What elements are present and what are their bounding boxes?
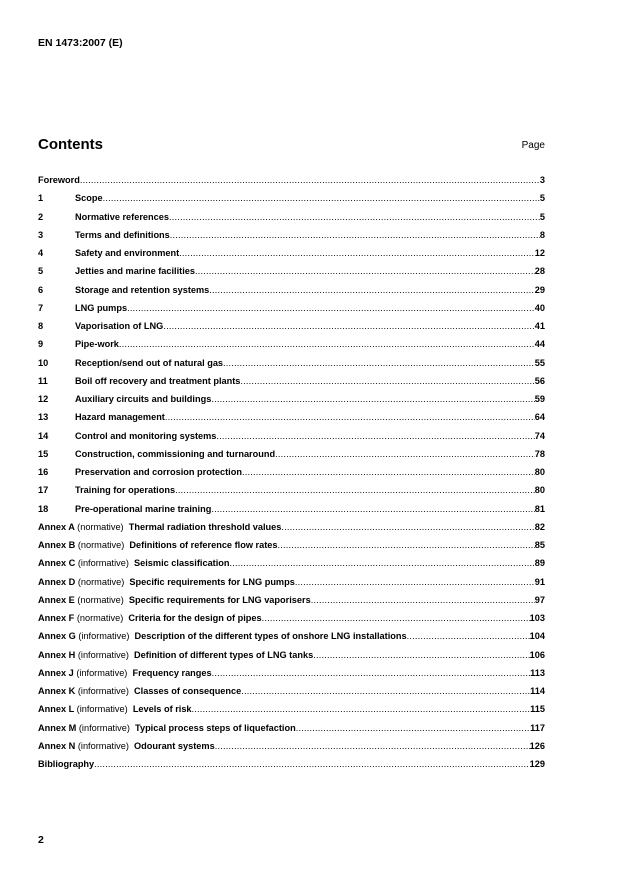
leader-dots — [407, 631, 530, 641]
leader-dots — [165, 412, 535, 422]
toc-entry-page: 85 — [534, 540, 545, 550]
leader-dots — [209, 285, 534, 295]
toc-entry-page: 115 — [530, 704, 545, 715]
toc-entry-title: Hazard management — [75, 412, 165, 423]
clause-number: 4 — [38, 248, 44, 258]
toc-entry-page: 81 — [534, 503, 545, 514]
toc-entry-title: Frequency ranges — [132, 667, 212, 678]
toc-entry-clause[interactable] — [38, 412, 545, 430]
toc-entry-clause[interactable] — [38, 449, 545, 467]
annex-type: (informative) — [77, 740, 129, 751]
page-number: 2 — [38, 834, 44, 846]
toc-entry-page: 5 — [539, 193, 545, 204]
clause-number: 9 — [38, 339, 44, 350]
toc-entry-annex[interactable] — [38, 631, 545, 649]
toc-entry-page: 117 — [530, 722, 545, 733]
toc-entry-bibliography[interactable] — [38, 759, 545, 777]
clause-number: 13 — [38, 412, 49, 423]
leader-dots — [311, 595, 535, 605]
clause-number: 17 — [38, 485, 49, 496]
toc-entry-page: 103 — [529, 613, 545, 623]
clause-number: 10 — [38, 357, 49, 368]
clause-number: 7 — [38, 302, 44, 313]
toc-entry-page: 97 — [534, 594, 545, 605]
toc-entry-page: 64 — [534, 412, 545, 423]
toc-entry-annex[interactable] — [38, 668, 545, 686]
leader-dots — [175, 485, 535, 495]
leader-dots — [94, 759, 530, 769]
toc-entry-title: Pipe-work — [75, 339, 119, 350]
clause-number: 2 — [38, 211, 44, 222]
toc-entry-title: Definition of different types of LNG tanks — [134, 649, 314, 660]
toc-entry-annex[interactable] — [38, 613, 545, 631]
leader-dots — [127, 303, 535, 313]
leader-dots — [275, 449, 535, 459]
toc-entry-page: 5 — [539, 211, 545, 222]
annex-type: (normative) — [76, 613, 124, 623]
toc-entry-title: Bibliography — [38, 759, 95, 769]
toc-entry-title: Preservation and corrosion protection — [75, 467, 242, 477]
clause-number: 14 — [38, 430, 49, 441]
annex-label: Annex L — [38, 704, 75, 715]
annex-type: (informative) — [78, 722, 130, 733]
toc-entry-page: 40 — [534, 302, 545, 313]
toc-entry-title: Construction, commissioning and turnaround — [75, 448, 276, 459]
annex-type: (normative) — [77, 594, 124, 605]
toc-entry-annex[interactable] — [38, 540, 545, 558]
toc-entry-title: Typical process steps of liquefaction — [135, 722, 296, 733]
toc-entry-title: Levels of risk — [132, 704, 192, 715]
annex-type: (informative) — [78, 631, 130, 642]
toc-entry-title: Safety and environment — [75, 248, 180, 258]
toc-entry-page: 29 — [534, 284, 545, 295]
toc-entry-title: LNG pumps — [75, 302, 128, 313]
clause-number: 16 — [38, 467, 49, 477]
leader-dots — [212, 668, 531, 678]
toc-entry-title: Scope — [75, 193, 103, 204]
toc-entry-clause[interactable] — [38, 303, 545, 321]
toc-entry-page: 129 — [529, 759, 545, 769]
toc-entry-clause[interactable] — [38, 321, 545, 339]
toc-entry-title: Specific requirements for LNG pumps — [129, 576, 295, 587]
toc-entry-page: 55 — [534, 357, 545, 368]
leader-dots — [119, 339, 535, 349]
toc-entry-clause[interactable] — [38, 431, 545, 449]
toc-entry-title: Foreword — [38, 175, 80, 185]
clause-number: 5 — [38, 266, 44, 277]
toc-entry-annex[interactable] — [38, 522, 545, 540]
annex-label: Annex E — [38, 594, 75, 605]
toc-entry-page: 74 — [534, 430, 545, 441]
clause-number: 6 — [38, 284, 44, 295]
annex-type: (informative) — [76, 704, 128, 715]
toc-entry-page: 104 — [529, 631, 545, 642]
toc-entry-annex[interactable] — [38, 595, 545, 613]
leader-dots — [80, 175, 540, 185]
toc-entry-annex[interactable] — [38, 577, 545, 595]
clause-number: 3 — [38, 229, 44, 240]
toc-entry-clause[interactable] — [38, 248, 545, 266]
toc-entry-title: Reception/send out of natural gas — [75, 357, 224, 368]
toc-entry-page: 12 — [534, 248, 545, 258]
toc-entry-title: Boil off recovery and treatment plants — [75, 375, 241, 386]
toc-entry-page: 89 — [534, 558, 545, 569]
leader-dots — [169, 212, 540, 222]
leader-dots — [223, 358, 535, 368]
clause-number: 18 — [38, 503, 49, 514]
leader-dots — [216, 431, 534, 441]
leader-dots — [103, 193, 540, 203]
toc-entry-page: 80 — [534, 467, 545, 477]
toc-entry-title: Vaporisation of LNG — [75, 321, 164, 331]
leader-dots — [211, 394, 534, 404]
annex-type: (normative) — [77, 540, 125, 550]
leader-dots — [295, 577, 535, 587]
leader-dots — [163, 321, 534, 331]
leader-dots — [277, 540, 534, 550]
toc-entry-title: Storage and retention systems — [75, 284, 210, 295]
toc-entry-page: 41 — [534, 321, 545, 331]
annex-label: Annex K — [38, 686, 76, 696]
page-column-label: Page — [521, 140, 545, 151]
toc-entry-annex[interactable] — [38, 558, 545, 576]
leader-dots — [281, 522, 534, 532]
toc-entry-clause[interactable] — [38, 212, 545, 230]
toc-entry-page: 59 — [534, 394, 545, 404]
annex-label: Annex A — [38, 521, 75, 532]
toc-entry-clause[interactable] — [38, 339, 545, 357]
annex-type: (normative) — [77, 576, 125, 587]
toc-entry-clause[interactable] — [38, 504, 545, 522]
toc-entry-title: Pre-operational marine training — [75, 503, 212, 514]
leader-dots — [230, 558, 535, 568]
annex-label: Annex B — [38, 540, 76, 550]
clause-number: 8 — [38, 321, 44, 331]
toc-entry-clause[interactable] — [38, 376, 545, 394]
annex-label: Annex C — [38, 558, 76, 569]
annex-label: Annex M — [38, 722, 77, 733]
leader-dots — [192, 704, 531, 714]
annex-label: Annex H — [38, 649, 76, 660]
annex-label: Annex F — [38, 613, 75, 623]
toc-entry-clause[interactable] — [38, 394, 545, 412]
annex-type: (informative) — [76, 667, 128, 678]
toc-entry-title: Definitions of reference flow rates — [129, 540, 278, 550]
contents-title: Contents — [38, 136, 103, 153]
toc-entry-annex[interactable] — [38, 723, 545, 741]
toc-entry-title: Thermal radiation threshold values — [128, 521, 282, 532]
toc-entry-page: 3 — [539, 175, 545, 185]
clause-number: 1 — [38, 193, 44, 204]
toc-entry-clause[interactable] — [38, 467, 545, 485]
toc-entry-title: Classes of consequence — [134, 686, 242, 696]
toc-entry-page: 113 — [530, 667, 545, 678]
toc-entry-title: Odourant systems — [134, 740, 215, 751]
toc-entry-title: Description of the different types of onshore LNG installations — [134, 631, 407, 642]
toc-entry-foreword[interactable] — [38, 175, 545, 193]
toc-entry-annex[interactable] — [38, 741, 545, 759]
toc-entry-clause[interactable] — [38, 230, 545, 248]
leader-dots — [170, 230, 540, 240]
toc-entry-title: Seismic classification — [134, 558, 230, 569]
annex-label: Annex N — [38, 740, 76, 751]
leader-dots — [241, 686, 530, 696]
clause-number: 15 — [38, 448, 49, 459]
toc-entry-annex[interactable] — [38, 650, 545, 668]
clause-number: 12 — [38, 394, 49, 404]
leader-dots — [262, 613, 530, 623]
leader-dots — [313, 650, 529, 660]
toc-entry-page: 44 — [534, 339, 545, 350]
toc-entry-title: Specific requirements for LNG vaporisers — [128, 594, 311, 605]
annex-label: Annex G — [38, 631, 76, 642]
annex-type: (informative) — [77, 686, 129, 696]
leader-dots — [296, 723, 530, 733]
table-of-contents — [38, 175, 545, 777]
document-id: EN 1473:2007 (E) — [38, 37, 123, 49]
annex-label: Annex J — [38, 667, 74, 678]
toc-entry-page: 56 — [534, 375, 545, 386]
toc-entry-page: 82 — [534, 521, 545, 532]
annex-label: Annex D — [38, 576, 76, 587]
leader-dots — [179, 248, 535, 258]
toc-entry-title: Training for operations — [75, 485, 176, 496]
toc-entry-annex[interactable] — [38, 704, 545, 722]
toc-entry-clause[interactable] — [38, 485, 545, 503]
toc-entry-page: 106 — [529, 649, 545, 660]
annex-type: (informative) — [77, 649, 129, 660]
toc-entry-clause[interactable] — [38, 285, 545, 303]
clause-number: 11 — [38, 375, 48, 386]
annex-type: (informative) — [77, 558, 129, 569]
toc-entry-page: 28 — [534, 266, 545, 277]
toc-entry-page: 78 — [534, 448, 545, 459]
leader-dots — [215, 741, 530, 751]
toc-entry-annex[interactable] — [38, 686, 545, 704]
annex-type: (normative) — [77, 521, 124, 532]
leader-dots — [240, 376, 534, 386]
toc-entry-title: Terms and definitions — [75, 229, 170, 240]
toc-entry-page: 8 — [539, 229, 545, 240]
toc-entry-title: Criteria for the design of pipes — [128, 613, 262, 623]
toc-entry-title: Jetties and marine facilities — [75, 266, 195, 277]
toc-entry-page: 91 — [534, 576, 545, 587]
toc-entry-page: 80 — [534, 485, 545, 496]
toc-entry-title: Control and monitoring systems — [75, 430, 217, 441]
toc-entry-clause[interactable] — [38, 358, 545, 376]
toc-entry-title: Auxiliary circuits and buildings — [75, 394, 212, 404]
leader-dots — [211, 504, 534, 514]
toc-entry-clause[interactable] — [38, 193, 545, 211]
leader-dots — [195, 266, 535, 276]
toc-entry-page: 114 — [530, 686, 545, 696]
leader-dots — [242, 467, 535, 477]
toc-entry-clause[interactable] — [38, 266, 545, 284]
toc-entry-page: 126 — [529, 740, 545, 751]
toc-entry-title: Normative references — [75, 211, 169, 222]
